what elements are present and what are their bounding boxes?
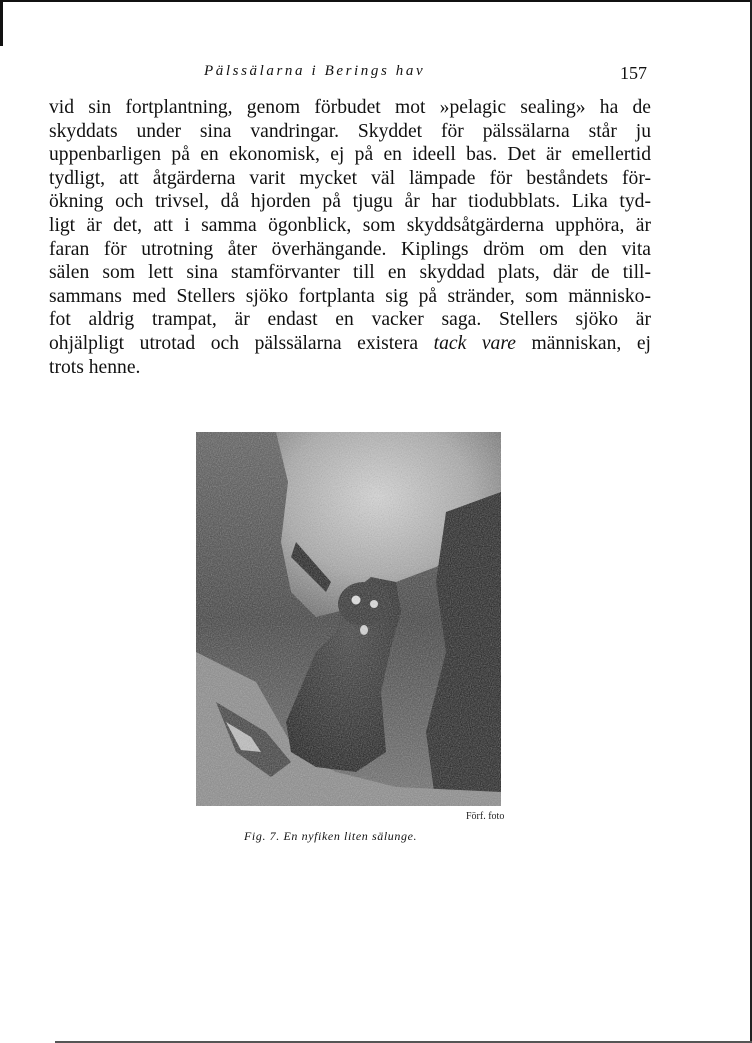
- page-edge-top: [0, 0, 752, 2]
- page-number: 157: [620, 63, 647, 83]
- photo-credit: Förf. foto: [466, 811, 505, 822]
- page-edge-left: [0, 0, 3, 46]
- text-line: sälen som lett sina stamförvanter till en skyddad plats, där de till-: [49, 262, 651, 284]
- text-line: sammans med Stellers sjöko fortplanta sig på stränder, som människo-: [49, 285, 651, 307]
- italic-phrase: tack vare: [433, 332, 516, 354]
- text-line: skyddats under sina vandringar. Skyddet för pälssälarna står ju: [49, 120, 651, 142]
- text-line: uppenbarligen på en ekonomisk, ej på en ideell bas. Det är emellertid: [49, 144, 651, 166]
- text-segment: människan, ej: [515, 332, 651, 354]
- text-line: ökning och trivsel, då hjorden på tjugu år har tiodubblats. Lika tyd-: [49, 191, 651, 213]
- text-line: ligt är det, att i samma ögonblick, som skyddsåtgärderna upphöra, är: [49, 214, 651, 236]
- text-line-last: trots henne.: [49, 356, 141, 378]
- text-line: faran för utrotning åter överhängande. Kiplings dröm om den vita: [49, 238, 651, 260]
- text-line: fot aldrig trampat, är endast en vacker saga. Stellers sjöko är: [49, 309, 651, 331]
- text-line-italic-phrase: [49, 332, 651, 356]
- seal-pup-photo: [196, 432, 501, 806]
- running-head: Pälssälarna i Berings hav: [204, 63, 426, 79]
- figure-caption: Fig. 7. En nyfiken liten sälunge.: [244, 829, 418, 843]
- text-segment: ohjälpligt utrotad och pälssälarna existera: [49, 332, 434, 354]
- body-paragraph: [49, 96, 651, 379]
- text-line: tydligt, att åtgärderna varit mycket väl lämpade för beståndets för-: [49, 167, 651, 189]
- text-line: vid sin fortplantning, genom förbudet mot »pelagic sealing» ha de: [49, 97, 651, 118]
